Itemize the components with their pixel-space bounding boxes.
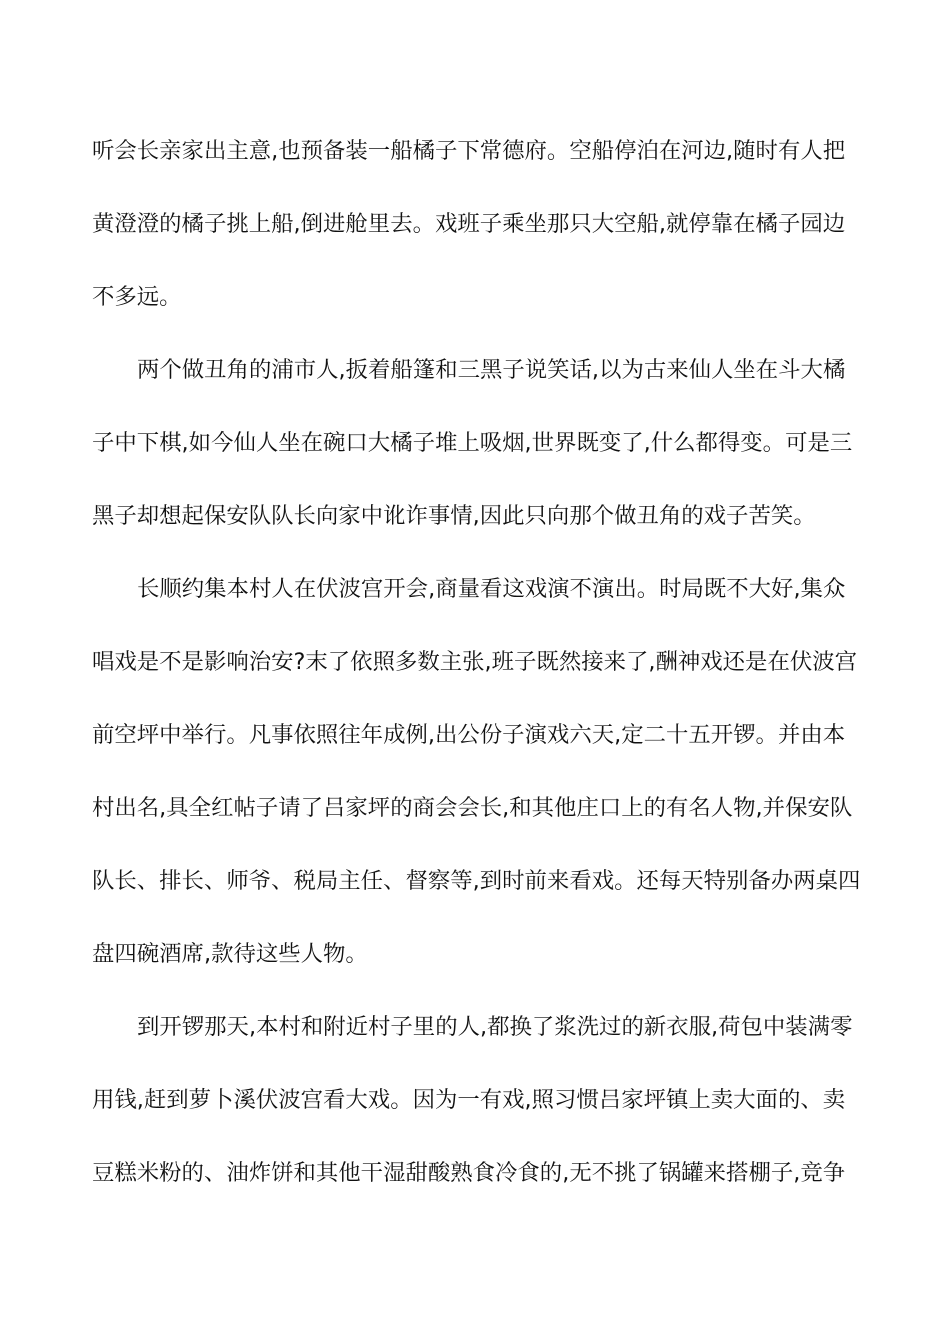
text-line: 黑子却想起保安队队长向家中讹诈事情,因此只向那个做丑角的戏子苦笑。 [92, 503, 816, 529]
text-line: 盘四碗酒席,款待这些人物。 [92, 941, 368, 967]
text-line: 豆糕米粉的、油炸饼和其他干湿甜酸熟食冷食的,无不挑了锅罐来搭棚子,竞争 [92, 1160, 846, 1186]
text-line: 队长、排长、师爷、税局主任、督察等,到时前来看戏。还每天特别备办两桌四 [92, 868, 861, 894]
text-line: 唱戏是不是影响治安?末了依照多数主张,班子既然接来了,酬神戏还是在伏波宫 [92, 649, 858, 675]
text-line: 村出名,具全红帖子请了吕家坪的商会会长,和其他庄口上的有名人物,并保安队 [92, 795, 853, 821]
text-line: 用钱,赶到萝卜溪伏波宫看大戏。因为一有戏,照习惯吕家坪镇上卖大面的、卖 [92, 1087, 846, 1113]
text-line: 子中下棋,如今仙人坐在碗口大橘子堆上吸烟,世界既变了,什么都得变。可是三 [92, 430, 853, 456]
paragraph-first-line: 长顺约集本村人在伏波宫开会,商量看这戏演不演出。时局既不大好,集众 [137, 576, 846, 602]
text-line: 不多远。 [92, 284, 182, 310]
text-line: 听会长亲家出主意,也预备装一船橘子下常德府。空船停泊在河边,随时有人把 [92, 138, 846, 164]
paragraph-first-line: 到开锣那天,本村和附近村子里的人,都换了浆洗过的新衣服,荷包中装满零 [137, 1014, 853, 1040]
paragraph-first-line: 两个做丑角的浦市人,扳着船篷和三黑子说笑话,以为古来仙人坐在斗大橘 [137, 357, 846, 383]
text-line: 黄澄澄的橘子挑上船,倒进舱里去。戏班子乘坐那只大空船,就停靠在橘子园边 [92, 211, 846, 237]
text-line: 前空坪中举行。凡事依照往年成例,出公份子演戏六天,定二十五开锣。并由本 [92, 722, 846, 748]
